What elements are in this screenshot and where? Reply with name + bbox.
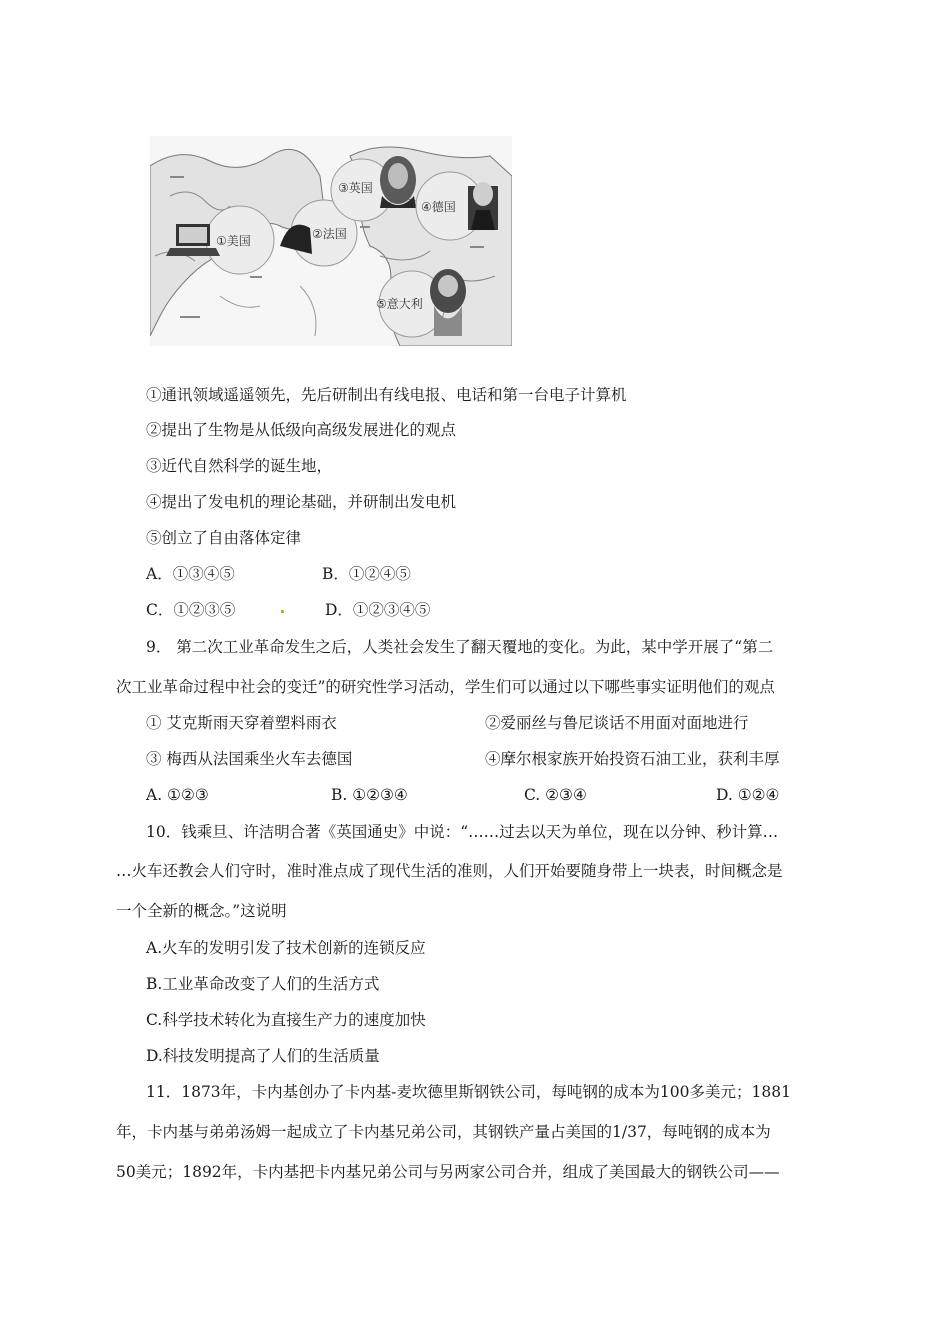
q10-stem-line-2: …火车还教会人们守时，准时准点成了现代生活的准则，人们开始要随身带上一块表，时间概念是 (116, 862, 783, 880)
q10-stem-line-3: 一个全新的概念。”这说明 (116, 902, 287, 920)
q11-line-3: 50美元；1892年，卡内基把卡内基兄弟公司与另两家公司合并，组成了美国最大的钢铁公司—— (116, 1163, 780, 1181)
portrait-icon (380, 156, 416, 208)
q8-item-4: ④提出了发电机的理论基础，并研制出发电机 (146, 493, 457, 511)
q9-fact-2: ②爱丽丝与鲁尼谈话不用面对面地进行 (485, 714, 749, 732)
q9-stem-line-2: 次工业革命过程中社会的变迁”的研究性学习活动，学生们可以通过以下哪些事实证明他们的观点 (116, 678, 775, 696)
q10-option-d[interactable]: D.科技发明提高了人们的生活质量 (146, 1047, 380, 1065)
world-map-illustration (150, 136, 512, 346)
q8-item-1: ①通讯领域遥遥领先，先后研制出有线电报、电话和第一台电子计算机 (146, 386, 627, 404)
portrait-icon (468, 182, 498, 230)
q9-option-d[interactable]: D. ①②④ (716, 786, 780, 804)
q10-stem-line-1: 10．钱乘旦、许洁明合著《英国通史》中说：“……过去以天为单位，现在以分钟、秒计算… (146, 823, 779, 841)
q8-item-3: ③近代自然科学的诞生地， (146, 457, 333, 475)
q9-fact-1: ① 艾克斯雨天穿着塑料雨衣 (146, 714, 337, 732)
q10-option-a[interactable]: A.火车的发明引发了技术创新的连锁反应 (146, 939, 426, 957)
label-uk: ③英国 (338, 181, 373, 195)
q8-option-b[interactable]: B．①②④⑤ (322, 565, 411, 583)
q11-line-1: 11．1873年，卡内基创办了卡内基-麦坎德里斯钢铁公司，每吨钢的成本为100多美元；1881 (146, 1083, 791, 1101)
q9-option-a[interactable]: A. ①②③ (146, 786, 209, 804)
q9-option-b[interactable]: B. ①②③④ (331, 786, 408, 804)
label-france: ②法国 (312, 227, 347, 241)
q9-option-c[interactable]: C. ②③④ (524, 786, 587, 804)
stray-mark (281, 610, 284, 613)
q9-fact-3: ③ 梅西从法国乘坐火车去德国 (146, 750, 353, 768)
label-usa: ①美国 (216, 234, 251, 248)
q8-item-2: ②提出了生物是从低级向高级发展进化的观点 (146, 421, 457, 439)
q10-option-b[interactable]: B.工业革命改变了人们的生活方式 (146, 975, 380, 993)
q9-fact-4: ④摩尔根家族开始投资石油工业，获利丰厚 (485, 750, 780, 768)
label-italy: ⑤意大利 (376, 297, 423, 311)
q10-option-c[interactable]: C.科学技术转化为直接生产力的速度加快 (146, 1011, 426, 1029)
q9-stem-line-1: 9． 第二次工业革命发生之后，人类社会发生了翻天覆地的变化。为此，某中学开展了“第二 (146, 638, 774, 656)
q8-item-5: ⑤创立了自由落体定律 (146, 529, 302, 547)
label-germany: ④德国 (421, 200, 456, 214)
q8-option-c[interactable]: C．①②③⑤ (146, 601, 236, 619)
portrait-icon (430, 269, 466, 336)
q8-option-a[interactable]: A．①③④⑤ (146, 565, 235, 583)
q11-line-2: 年，卡内基与弟弟汤姆一起成立了卡内基兄弟公司，其钢铁产量占美国的1/37，每吨钢的成本为 (116, 1123, 771, 1141)
q8-option-d[interactable]: D．①②③④⑤ (325, 601, 431, 619)
map-figure (150, 136, 512, 346)
